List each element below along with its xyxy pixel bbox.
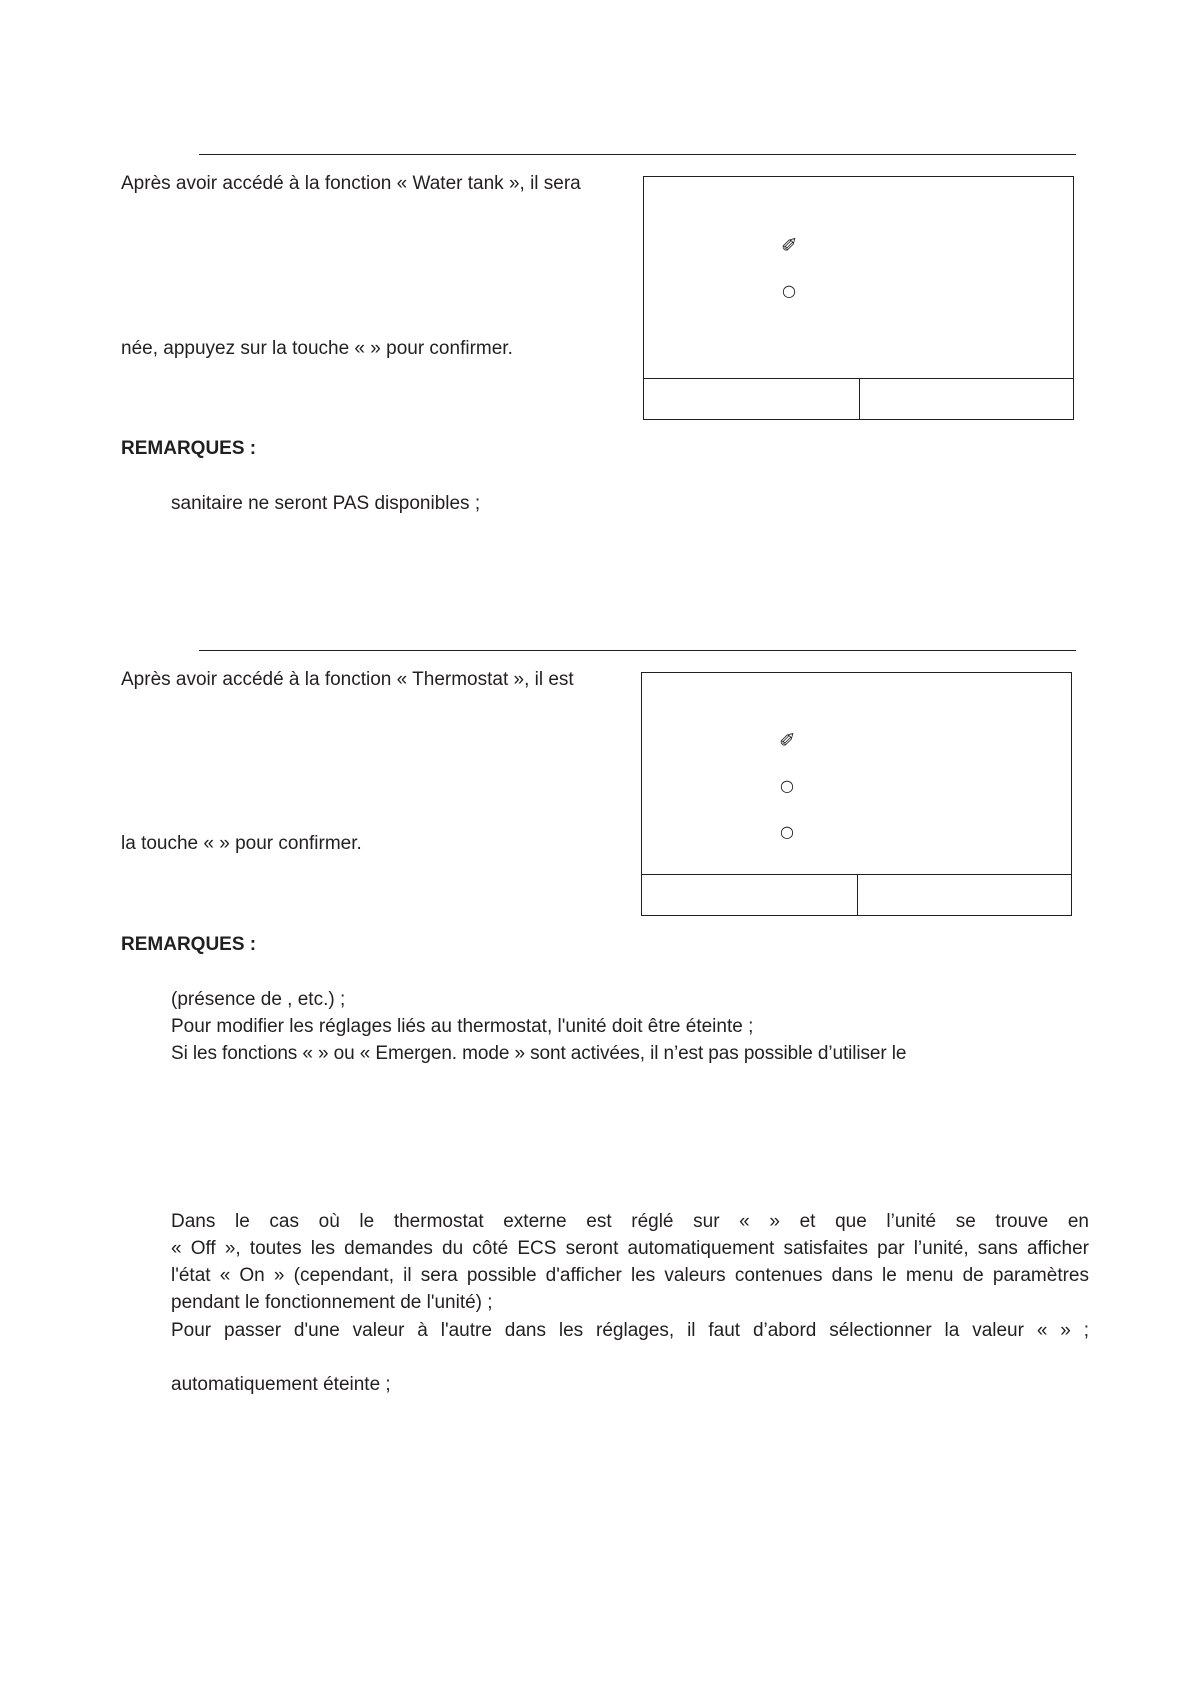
section1-note-1: sanitaire ne seront PAS disponibles ; (171, 493, 481, 514)
radio-empty-icon: ○ (780, 822, 794, 841)
section1-rule (199, 154, 1076, 155)
section2-rule (199, 650, 1076, 651)
section2-note-7: pendant le fonctionnement de l'unité) ; (171, 1292, 493, 1313)
thermostat-screen-panel (641, 672, 1072, 916)
section1-intro-line1: Après avoir accédé à la fonction « Water tank », il sera (121, 173, 581, 194)
panel-button-bar (642, 874, 1071, 915)
section2-note-3: Si les fonctions « » ou « Emergen. mode » sont activées, il n’est pas possible d’utiliser le (171, 1043, 907, 1064)
section2-note-1: (présence de , etc.) ; (171, 989, 346, 1010)
radio-empty-icon: ○ (782, 281, 796, 300)
section2-intro-line1: Après avoir accédé à la fonction « Thermostat », il est (121, 669, 574, 690)
section2-note-6: l'état « On » (cependant, il sera possible d'afficher les valeurs contenues dans le menu de paramètres (171, 1265, 1089, 1286)
section1-notes-title: REMARQUES : (121, 438, 257, 459)
section2-intro-line2: la touche « » pour confirmer. (121, 833, 362, 854)
check-icon: ✐ (779, 728, 796, 752)
section1-intro-line2: née, appuyez sur la touche « » pour confirmer. (121, 338, 513, 359)
panel-bar-divider (857, 875, 858, 915)
section2-note-9: automatiquement éteinte ; (171, 1374, 391, 1395)
section2-note-4: Dans le cas où le thermostat externe est réglé sur « » et que l’unité se trouve en (171, 1211, 1089, 1232)
section2-note-2: Pour modifier les réglages liés au thermostat, l'unité doit être éteinte ; (171, 1016, 754, 1037)
radio-empty-icon: ○ (780, 776, 794, 795)
water-tank-screen-panel (643, 176, 1074, 420)
section2-note-5: « Off », toutes les demandes du côté ECS seront automatiquement satisfaites par l’unité, sans afficher (171, 1238, 1089, 1259)
check-icon: ✐ (781, 233, 798, 257)
panel-bar-divider (859, 379, 860, 419)
section2-notes-title: REMARQUES : (121, 934, 257, 955)
panel-button-bar (644, 378, 1073, 419)
section2-note-8: Pour passer d'une valeur à l'autre dans les réglages, il faut d’abord sélectionner la valeur « » ; (171, 1320, 1089, 1341)
